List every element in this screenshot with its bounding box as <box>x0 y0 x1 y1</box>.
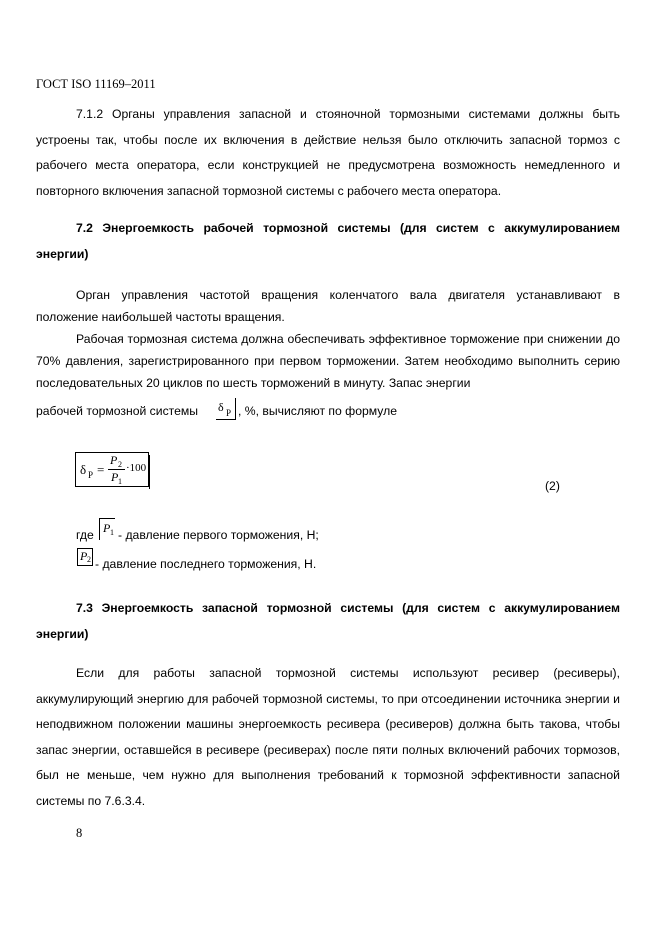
p2-symbol <box>77 548 93 566</box>
p1-sub: 1 <box>110 528 114 537</box>
formula-shadow <box>149 455 150 489</box>
formula-eq: = <box>97 462 105 477</box>
document-code: ГОСТ ISO 11169–2011 <box>36 77 156 91</box>
p2-sub: 2 <box>87 555 91 564</box>
p1-symbol <box>99 518 115 540</box>
formula-lhs: δ <box>80 462 87 477</box>
delta-glyph: δ <box>218 400 224 414</box>
paragraph-7-3: Если для работы запасной тормозной системы используют ресивер (ресиверы), аккумулирующий энергию для рабочей тормозной системы, то при отсоединении источника энергии и неподвижном положении машины энергоемкость ресивера (ресиверов) должна быть такова, чтобы запас энергии, оставшейся в ресивере (ресиверах) после пяти полных включений рабочих тормозов, был не меньше, чем нужно для выполнения требований к тормозной эффективности запасной системы по 7.6.3.4. <box>36 666 620 808</box>
formula-numerator-sub: 2 <box>118 460 122 469</box>
where-prefix: где <box>76 528 94 542</box>
underline <box>216 419 236 420</box>
p1-glyph: P <box>103 521 111 535</box>
formula-intro-tail: , %, вычисляют по формуле <box>238 404 397 418</box>
section-heading-7-2: 7.2 Энергоемкость рабочей тормозной системы (для систем с аккумулированием энергии) <box>36 221 620 261</box>
delta-subscript: P <box>226 408 232 418</box>
paragraph-7-2-a: Орган управления частотой вращения коленчатого вала двигателя устанавливают в положение наибольшей частоты вращения. <box>36 288 620 324</box>
formula-2 <box>75 452 149 487</box>
p1-description: - давление первого торможения, Н; <box>118 528 319 542</box>
box-edge <box>235 398 236 420</box>
p2-glyph: P <box>80 549 88 563</box>
formula-denominator-sub: 1 <box>118 477 122 486</box>
page-number: 8 <box>76 826 83 840</box>
section-heading-7-3: 7.3 Энергоемкость запасной тормозной системы (для систем с аккумулированием энергии) <box>36 601 620 641</box>
formula-multiplier: ·100 <box>126 462 147 474</box>
formula-number: (2) <box>545 479 560 493</box>
paragraph-7-1-2: 7.1.2 Органы управления запасной и стояночной тормозными системами должны быть устроены так, чтобы после их включения в действие нельзя было отключить запасной тормоз с рабочего места оператора, если конструкцией не предусмотрена возможность немедленного и повторного включения запасной тормозной системы с рабочего места оператора. <box>36 107 620 198</box>
formula-lhs-sub: P <box>88 470 94 480</box>
formula-intro <box>36 404 198 418</box>
inline-delta-symbol <box>216 398 236 422</box>
formula-numerator: P <box>110 453 118 467</box>
formula-intro-text: рабочей тормозной системы <box>36 404 199 418</box>
paragraph-7-2-b: Рабочая тормозная система должна обеспечивать эффективное торможение при снижении до 70% давления, зарегистрированного при первом торможении. Затем необходимо выполнить серию последовательных 20 циклов по шесть торможений в минуту. Запас энергии <box>36 332 620 390</box>
formula-denominator: P <box>111 470 119 484</box>
p2-description: - давление последнего торможения, Н. <box>95 557 317 571</box>
